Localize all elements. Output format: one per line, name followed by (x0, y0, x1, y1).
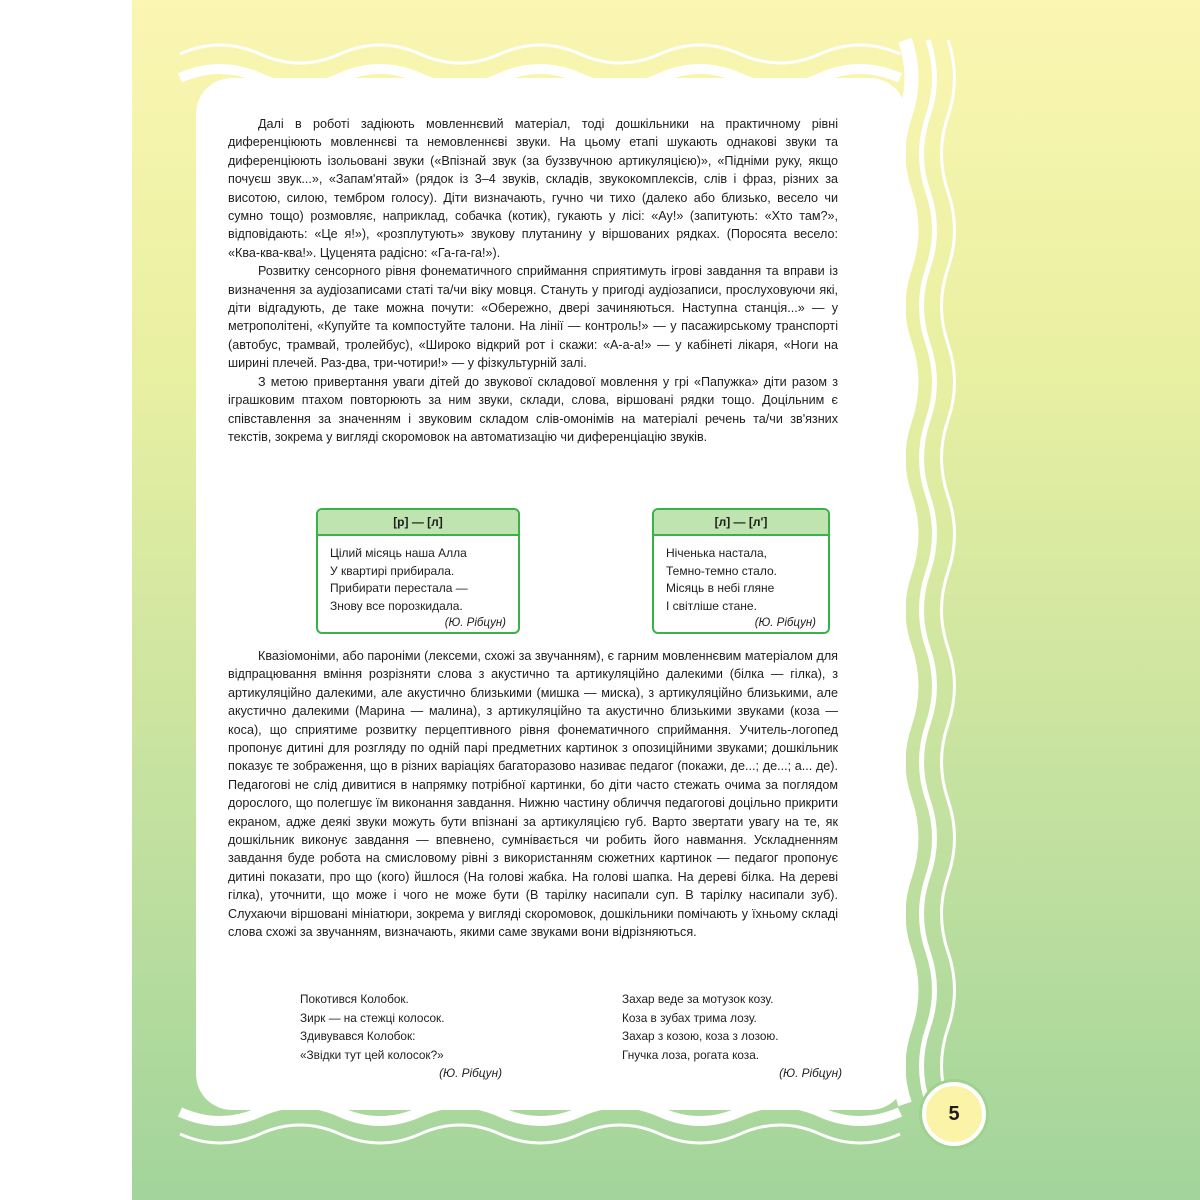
poem-line: Покотився Колобок. (300, 992, 409, 1006)
tongue-twister-box-r-l (316, 508, 520, 634)
poem-author: (Ю. Рібцун) (439, 1066, 502, 1081)
poem-lines (654, 536, 828, 615)
poem-kolobok (300, 990, 502, 1083)
poem-line: «Звідки тут цей колосок?» (300, 1047, 444, 1062)
poem-line: Місяць в небі гляне (666, 581, 775, 596)
poem-author: (Ю. Рібцун) (754, 617, 816, 630)
poem-line: У квартирі прибирала. (330, 563, 455, 578)
poem-line: Зирк — на стежці колосок. (300, 1010, 445, 1025)
poem-zakhar (622, 990, 842, 1083)
poem-lines (318, 536, 518, 615)
paragraph-3: З метою привертання уваги дітей до звукової складової мовлення у грі «Папужка» діти разом з іграшковим птахом повторюють за ним звуки, склади, слова, віршовані рядки тощо. Доцільним є співставлення за значенням і звуковим складом слів-омонімів на матеріалі речень та/чи зв'язних текстів, зокрема у вигляді скоромовок на автоматизацію чи диференціацію звуків. (228, 374, 838, 444)
paragraph-4: Квазіомоніми, або пароніми (лексеми, схожі за звучанням), є гарним мовленнєвим матеріалом для відпрацювання вміння розрізняти слова з акустично та артикуляційно далекими (білка — гілка), з артикуляційно далекими, але акустично близькими (мишка — миска), з артикуляційно близькими, але акустично далекими (Марина — малина), з артикуляційно та акустично близькими звуками (коза — коса), що сприятиме розвитку перцептивного рівня фонематичного сприймання. Учитель-логопед пропонує дитині для розгляду по одній парі предметних картинок з опозиційними звуками; дошкільник показує те зображення, що в різних варіаціях багаторазово називає педагог (покажи, де...; де...; а... де). Педагогові не слід дивитися в напрямку потрібної картинки, бо діти часто стежать очима за поглядом дорослого, що полегшує їм виконання завдання. Нижню частину обличчя педагогові доцільно прикрити екраном, адже деякі звуки можуть бути впізнані за артикуляцією губ. Варто звертати увагу на те, як дошкільник виконує завдання — впевнено, сумнівається чи робить його навмання. Ускладненням завдання буде робота на смисловому рівні з використанням сюжетних картинок — педагог пропонує дитині показати, про що (кого) йшлося (На голові жабка. На голові шапка. На дереві білка. На дереві гілка), уточнити, що може і чого не може бути (В тарілку насипали суп. В тарілку насипали зуб). Слухаючи віршовані мініатюри, зокрема у вигляді скоромовок, дошкільники помічають у їхньому складі слова схожі за звучанням, визначають, якими саме звуками вони відрізняються. (228, 649, 838, 940)
poem-author: (Ю. Рібцун) (779, 1066, 842, 1081)
poem-line: Ніченька настала, (666, 546, 768, 560)
intro-text-block (228, 115, 838, 446)
paragraph-2: Розвитку сенсорного рівня фонематичного сприймання сприятимуть ігрові завдання та вправи із визначення за аудіозаписами статі та/чи віку мовця. Стануть у пригоді аудіозаписи, прослуховуючи які, діти відгадують, де таке можна почути: «Обережно, двері зачиняються. Наступна станція...» — у метрополітені, «Купуйте та компостуйте талони. На лінії — контроль!» — у пасажирському транспорті (автобус, трамвай, тролейбус), «Широко відкрий рот і скажи: «А-а-а!» — у кабінеті лікаря, «Ноги на ширині плечей. Раз-два, три-чотири!» — у фізкультурній залі. (228, 264, 838, 371)
page-number: 5 (922, 1082, 986, 1146)
poem-author: (Ю. Рібцун) (444, 617, 506, 630)
main-text-block (228, 647, 838, 942)
poem-line: Коза в зубах трима лозу. (622, 1010, 757, 1025)
poem-line: Темно-темно стало. (666, 563, 777, 578)
poem-line: Захар веде за мотузок козу. (622, 992, 774, 1006)
poem-line: Знову все порозкидала. (330, 598, 463, 613)
poem-line: Гнучка лоза, рогата коза. (622, 1047, 760, 1062)
box-title: [л] — [л'] (654, 510, 828, 536)
poem-line: І світліше стане. (666, 598, 757, 613)
tongue-twister-box-l-l-soft (652, 508, 830, 634)
poem-line: Прибирати перестала — (330, 581, 468, 596)
poem-line: Захар з козою, коза з лозою. (622, 1029, 779, 1044)
poem-line: Цілий місяць наша Алла (330, 546, 467, 560)
paragraph-1: Далі в роботі задіюють мовленнєвий матеріал, тоді дошкільники на практичному рівні диференціюють мовленнєві та немовленнєві звуки. На цьому етапі шукають однакові звуки та диференціюють ізольовані звуки («Впізнай звук (за буззвучною артикуляцією)», «Підніми руку, якщо почуєш звук...», «Запам'ятай» (рядок із 3–4 звуків, складів, звукокомплексів, слів і фраз, різних за висотою, силою, тембром голосу). Діти визначають, гучно чи тихо (далеко або близько, весело чи сумно тощо) розмовляє, наприклад, собачка (котик), гукають у лісі: «Ау!» (запитують: «Хто там?», відповідають: «Це я!»), «розплутують» звукову плутанину у віршованих рядках. (Поросята весело: «Ква-ква-ква!». Цуценята радісно: «Га-га-га!»). (228, 117, 838, 260)
poem-line: Здивувався Колобок: (300, 1029, 416, 1044)
box-title: [р] — [л] (318, 510, 518, 536)
